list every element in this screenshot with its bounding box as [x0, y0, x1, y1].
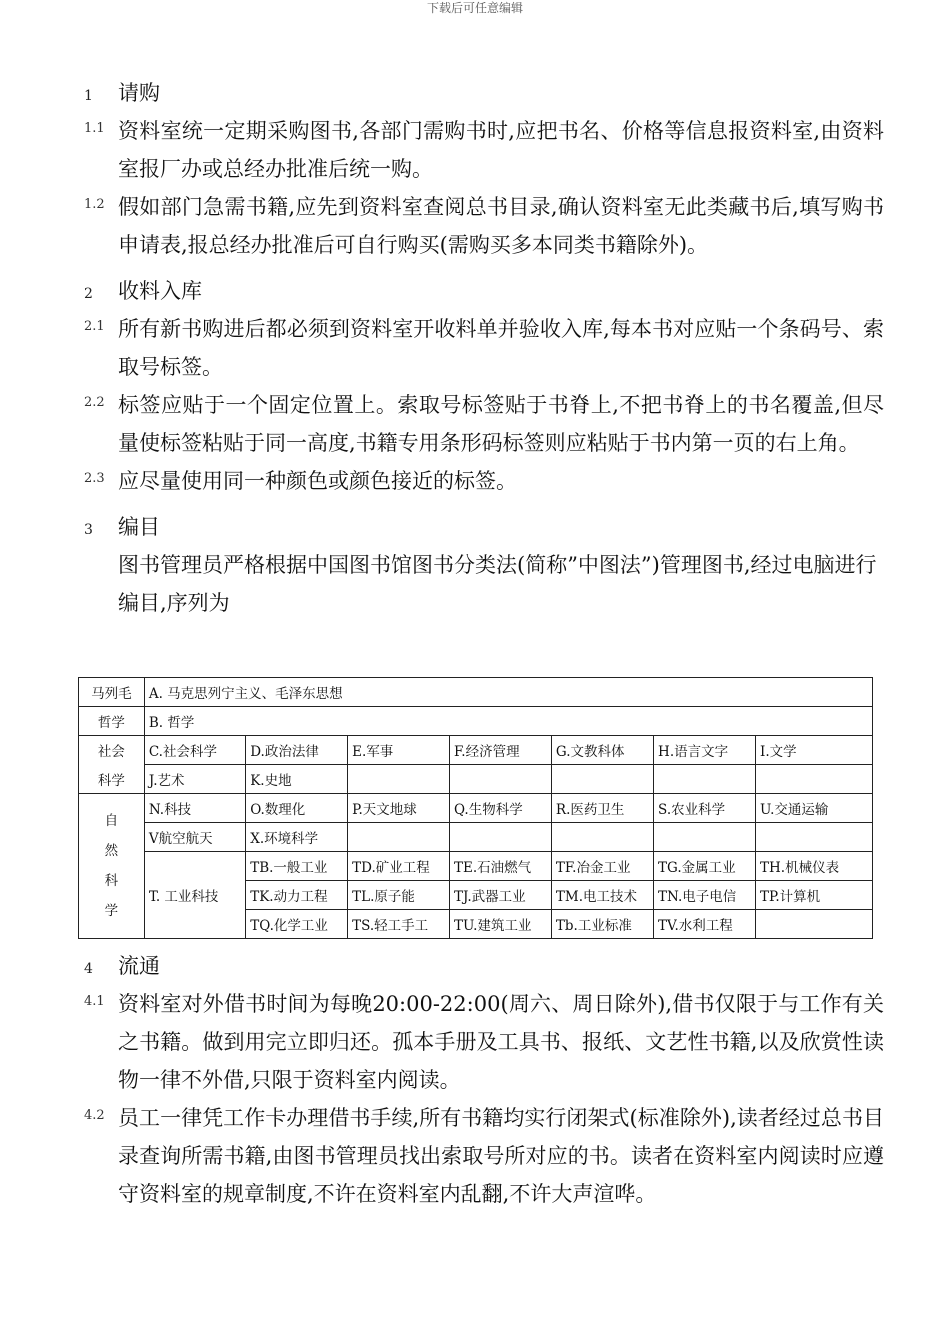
section-title: 收料入库 [118, 279, 202, 303]
section-heading [84, 508, 884, 546]
category-char: 然 [104, 843, 119, 859]
table-cell: TF.冶金工业 [551, 852, 653, 881]
table-cell: TD.矿业工程 [348, 852, 450, 881]
list-item [84, 310, 884, 386]
item-number: 1.1 [84, 121, 105, 136]
table-cell: N.科技 [144, 794, 245, 823]
table-row [79, 707, 873, 736]
table-cell: TG.金属工业 [654, 852, 756, 881]
table-row [79, 852, 873, 881]
list-item [84, 462, 884, 500]
item-number: 2.2 [84, 395, 105, 410]
section-title: 流通 [118, 954, 160, 978]
table-cell: P.天文地球 [348, 794, 450, 823]
table-cell: Q.生物科学 [450, 794, 552, 823]
table-cell: TE.石油燃气 [450, 852, 552, 881]
item-number: 4.2 [84, 1108, 105, 1123]
table-cell: R.医药卫生 [551, 794, 653, 823]
item-text: 员工一律凭工作卡办理借书手续,所有书籍均实行闭架式(标准除外),读者经过总书目录查询所需书籍,由图书管理员找出索取号所对应的书。读者在资料室内阅读时应遵守资料室的规章制度,不许在资料室内乱翻,不许大声渲哗。 [118, 1106, 884, 1206]
table-cell: H.语言文字 [654, 736, 756, 765]
table-cell: TM.电工技术 [551, 881, 653, 910]
list-item [84, 112, 884, 188]
table-cell: TL.原子能 [348, 881, 450, 910]
table-cell: TV.水利工程 [654, 910, 756, 939]
section-number: 4 [84, 961, 93, 977]
item-text: 假如部门急需书籍,应先到资料室查阅总书目录,确认资料室无此类藏书后,填写购书申请表,报总经办批准后可自行购买(需购买多本同类书籍除外)。 [118, 195, 884, 257]
table-cell: D.政治法律 [246, 736, 348, 765]
table-cell: U.交通运输 [756, 794, 873, 823]
table-cell: J.艺术 [144, 765, 245, 794]
table-row [79, 736, 873, 765]
item-text: 资料室对外借书时间为每晚20:00-22:00(周六、周日除外),借书仅限于与工作有关之书籍。做到用完立即归还。孤本手册及工具书、报纸、文艺性书籍,以及欣赏性读物一律不外借,只限于资料室内阅读。 [118, 992, 884, 1092]
table-cell [654, 823, 756, 852]
table-cell: Tb.工业标准 [551, 910, 653, 939]
table-cell: K.史地 [246, 765, 348, 794]
section-title: 请购 [118, 81, 160, 105]
table-cell: E.军事 [348, 736, 450, 765]
section-number: 1 [84, 88, 93, 104]
table-cell: S.农业科学 [654, 794, 756, 823]
item-number: 2.1 [84, 319, 105, 334]
header-note: 下载后可任意编辑 [426, 1, 523, 15]
section-heading [84, 74, 884, 112]
table-cell [551, 765, 653, 794]
industry-label: T. 工业科技 [144, 852, 245, 939]
category-cell: 哲学 [79, 707, 145, 736]
table-cell [756, 765, 873, 794]
table-cell: TK.动力工程 [246, 881, 348, 910]
table-cell: TB.一般工业 [246, 852, 348, 881]
table-row [79, 678, 873, 707]
list-item [84, 386, 884, 462]
section-title: 编目 [118, 515, 160, 539]
category-cell [79, 794, 145, 939]
list-item [84, 1099, 884, 1213]
table-cell: X.环境科学 [246, 823, 348, 852]
section-intro: 图书管理员严格根据中国图书馆图书分类法(简称”中图法”)管理图书,经过电脑进行编目,序列为 [118, 553, 877, 615]
table-cell: V航空航天 [144, 823, 245, 852]
item-text: 应尽量使用同一种颜色或颜色接近的标签。 [118, 469, 517, 493]
table-cell [756, 823, 873, 852]
table-cell: TS.轻工手工 [348, 910, 450, 939]
document-upper [84, 74, 884, 622]
table-cell: TN.电子电信 [654, 881, 756, 910]
section-number: 3 [84, 522, 93, 538]
category-char: 学 [104, 903, 119, 919]
table-cell: F.经济管理 [450, 736, 552, 765]
category-char: 科 [104, 873, 119, 889]
category-char: 自 [104, 813, 119, 829]
table-cell: I.文学 [756, 736, 873, 765]
table-cell [450, 823, 552, 852]
table-cell [551, 823, 653, 852]
item-text: 所有新书购进后都必须到资料室开收料单并验收入库,每本书对应贴一个条码号、索取号标签。 [118, 317, 884, 379]
list-item [84, 985, 884, 1099]
document-lower [84, 947, 884, 1213]
table-cell [348, 765, 450, 794]
list-item [84, 188, 884, 264]
table-cell: TP.计算机 [756, 881, 873, 910]
table-cell: C.社会科学 [144, 736, 245, 765]
table-cell [348, 823, 450, 852]
table-cell: A. 马克思列宁主义、毛泽东思想 [144, 678, 872, 707]
table-row [79, 765, 873, 794]
section-number: 2 [84, 286, 93, 302]
item-number: 2.3 [84, 471, 105, 486]
section-heading [84, 947, 884, 985]
category-cell: 社会 [79, 736, 145, 765]
table-cell: TH.机械仪表 [756, 852, 873, 881]
table-row [79, 823, 873, 852]
category-cell: 马列毛 [79, 678, 145, 707]
table-cell: TJ.武器工业 [450, 881, 552, 910]
table-cell: B. 哲学 [144, 707, 872, 736]
table-cell [450, 765, 552, 794]
table-cell [654, 765, 756, 794]
item-text: 标签应贴于一个固定位置上。索取号标签贴于书脊上,不把书脊上的书名覆盖,但尽量使标签粘贴于同一高度,书籍专用条形码标签则应粘贴于书内第一页的右上角。 [118, 393, 884, 455]
table-cell: O.数理化 [246, 794, 348, 823]
classification-table [78, 677, 873, 939]
section-heading [84, 272, 884, 310]
item-text: 资料室统一定期采购图书,各部门需购书时,应把书名、价格等信息报资料室,由资料室报厂办或总经办批准后统一购。 [118, 119, 884, 181]
item-number: 4.1 [84, 994, 105, 1009]
category-cell: 科学 [79, 765, 145, 794]
table-cell: TU.建筑工业 [450, 910, 552, 939]
item-number: 1.2 [84, 197, 105, 212]
table-cell [756, 910, 873, 939]
table-row [79, 794, 873, 823]
table-cell: G.文教科体 [551, 736, 653, 765]
table-cell: TQ.化学工业 [246, 910, 348, 939]
